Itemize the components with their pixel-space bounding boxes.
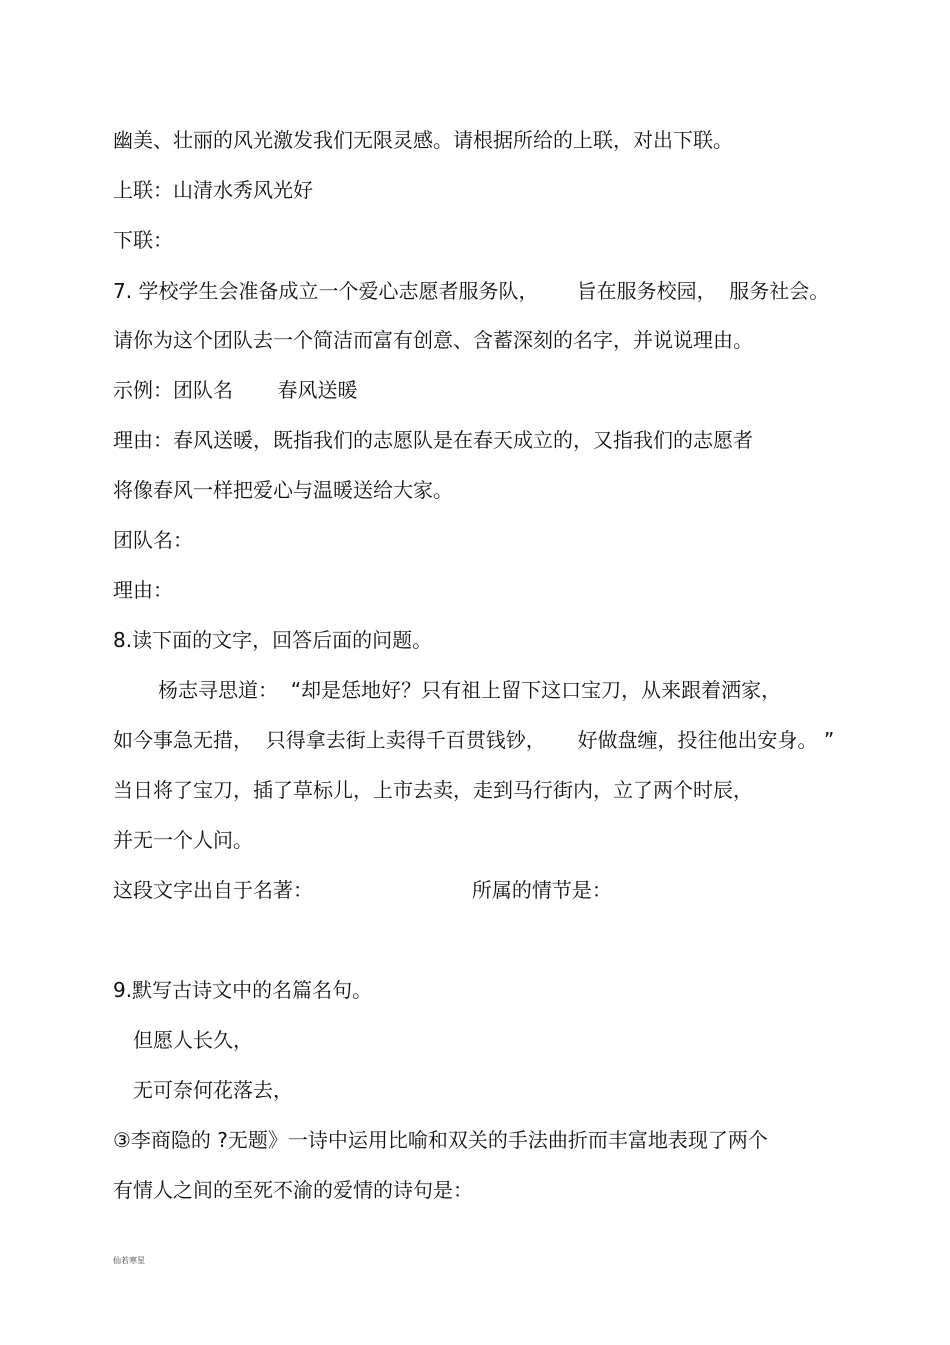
couplet-intro-line: 幽美、壮丽的风光激发我们无限灵感。请根据所给的上联，对出下联。 (113, 128, 733, 152)
passage-line-2: 如今事急无措， 只得拿去街上卖得千百贯钱钞， 好做盘缠，投往他出安身。 ” (113, 728, 835, 752)
poem-line-1: 但愿人长久， (133, 1028, 253, 1052)
question-9-line: 9.默写古诗文中的名篇名句。 (113, 978, 373, 1002)
question-9-sub3-line-2: 有情人之间的至死不渝的爱情的诗句是： (113, 1178, 473, 1202)
question-7-line: 7. 学校学生会准备成立一个爱心志愿者服务队， 旨在服务校园， 服务社会。 (113, 279, 830, 303)
question-9-sub3-line-1: ③李商隐的 ?无题》一诗中运用比喻和双关的手法曲折而丰富地表现了两个 (113, 1128, 768, 1152)
passage-line-3: 当日将了宝刀，插了草标儿，上市去卖，走到马行街内，立了两个时辰， (113, 778, 753, 802)
footer-text: 仙若寒星 (113, 1256, 145, 1265)
example-team-name: 示例：团队名 春风送暖 (113, 378, 358, 402)
passage-line-4: 并无一个人问。 (113, 828, 253, 852)
question-8-line: 8.读下面的文字，回答后面的问题。 (113, 628, 433, 652)
reason-answer-label: 理由： (113, 578, 173, 602)
example-reason-line-2: 将像春风一样把爱心与温暖送给大家。 (113, 478, 453, 502)
team-name-answer-label: 团队名： (113, 528, 193, 552)
question-7-instruction: 请你为这个团队去一个简洁而富有创意、含蓄深刻的名字，并说说理由。 (113, 328, 753, 352)
passage-line-1: 杨志寻思道： “却是恁地好？只有祖上留下这口宝刀，从来跟着洒家， (158, 678, 782, 702)
poem-line-2: 无可奈何花落去， (133, 1078, 293, 1102)
example-reason-line-1: 理由：春风送暖，既指我们的志愿队是在春天成立的，又指我们的志愿者 (113, 428, 753, 452)
upper-couplet-line: 上联：山清水秀风光好 (113, 178, 313, 202)
question-8-answer-line: 这段文字出自于名著： 所属的情节是： (113, 878, 612, 902)
lower-couplet-line: 下联： (113, 228, 173, 252)
